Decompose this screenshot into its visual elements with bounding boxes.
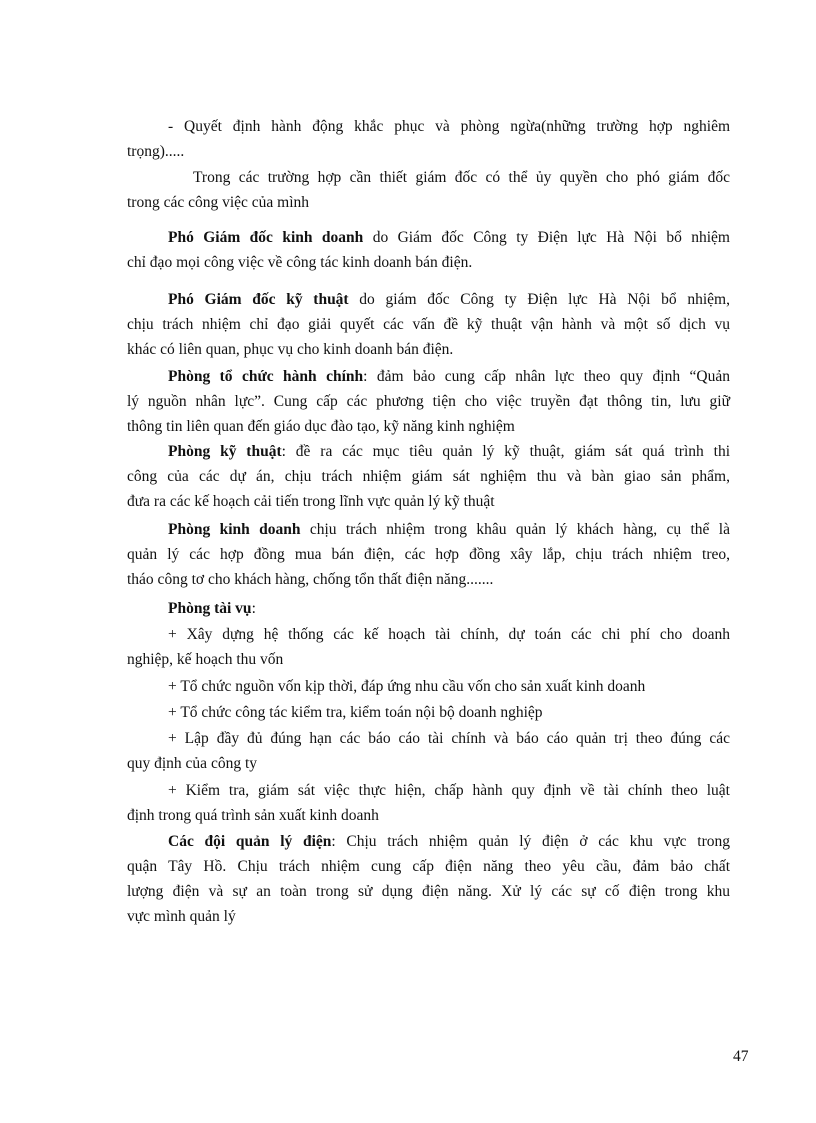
line: khác có liên quan, phục vụ cho kinh doanh bán điện.	[127, 341, 454, 358]
paragraph-finance-dept	[168, 596, 730, 621]
finance-item-4	[168, 726, 730, 751]
paragraph-technical-dept	[168, 439, 730, 464]
line: Phòng kỹ thuật: đề ra các mục tiêu quản lý kỹ thuật, giám sát quá trình thi	[168, 443, 730, 460]
line: chịu trách nhiệm chỉ đạo giải quyết các vấn đề kỹ thuật vận hành và một số dịch vụ	[127, 316, 730, 333]
paragraph-decision	[168, 114, 730, 139]
line: công của các dự án, chịu trách nhiệm giám sát nghiệm thu và bàn giao sản phẩm,	[127, 468, 730, 485]
line: đưa ra các kế hoạch cải tiến trong lĩnh vực quản lý kỹ thuật	[127, 493, 495, 510]
line: Phòng tài vụ:	[168, 600, 256, 617]
line: thông tin liên quan đến giáo dục đào tạo, kỹ năng kinh nghiệm	[127, 418, 515, 435]
page-number: 47	[733, 1048, 749, 1065]
line: + Kiểm tra, giám sát việc thực hiện, chấp hành quy định về tài chính theo luật	[168, 782, 730, 799]
line: nghiệp, kế hoạch thu vốn	[127, 651, 284, 668]
line: quản lý các hợp đồng mua bán điện, các hợp đồng xây lắp, chịu trách nhiệm treo,	[127, 546, 730, 563]
line: định trong quá trình sản xuất kinh doanh	[127, 807, 379, 824]
line: + Tổ chức nguồn vốn kịp thời, đáp ứng nhu cầu vốn cho sản xuất kinh doanh	[168, 678, 646, 695]
line: - Quyết định hành động khắc phục và phòng ngừa(những trường hợp nghiêm	[168, 118, 730, 135]
line: lượng điện và sự an toàn trong sử dụng điện năng. Xử lý các sự cố điện trong khu	[127, 883, 730, 900]
paragraph-power-teams-cont	[127, 854, 730, 929]
paragraph-delegation-cont	[127, 190, 730, 215]
paragraph-admin-dept	[168, 364, 730, 389]
heading-deputy-technical: Phó Giám đốc kỹ thuật	[168, 291, 349, 308]
heading-admin-dept: Phòng tổ chức hành chính	[168, 368, 364, 385]
heading-power-teams: Các đội quản lý điện	[168, 833, 332, 850]
paragraph-deputy-technical	[168, 287, 730, 312]
line: chỉ đạo mọi công việc về công tác kinh doanh bán điện.	[127, 254, 473, 271]
heading-business-dept: Phòng kinh doanh	[168, 521, 301, 538]
finance-item-1	[168, 622, 730, 647]
line: tháo công tơ cho khách hàng, chống tổn thất điện năng.......	[127, 571, 494, 588]
line: vực mình quản lý	[127, 908, 236, 925]
finance-item-3	[168, 700, 730, 725]
line: trọng).....	[127, 143, 185, 160]
line: + Tổ chức công tác kiểm tra, kiểm toán nội bộ doanh nghiệp	[168, 704, 543, 721]
paragraph-business-dept-cont	[127, 542, 730, 592]
line: quận Tây Hồ. Chịu trách nhiệm cung cấp điện năng theo yêu cầu, đảm bảo chất	[127, 858, 730, 875]
line: + Lập đầy đủ đúng hạn các báo cáo tài chính và báo cáo quản trị theo đúng các	[168, 730, 730, 747]
paragraph-power-teams	[168, 829, 730, 854]
paragraph-deputy-business	[168, 225, 730, 250]
line: quy định của công ty	[127, 755, 258, 772]
paragraph-deputy-technical-cont	[127, 312, 730, 362]
line: Trong các trường hợp cần thiết giám đốc có thể ủy quyền cho phó giám đốc	[193, 169, 730, 186]
line: + Xây dựng hệ thống các kế hoạch tài chính, dự toán các chi phí cho doanh	[168, 626, 730, 643]
paragraph-business-dept	[168, 517, 730, 542]
heading-deputy-business: Phó Giám đốc kinh doanh	[168, 229, 364, 246]
finance-item-1-cont	[127, 647, 730, 672]
finance-item-2	[168, 674, 730, 699]
paragraph-deputy-business-cont	[127, 250, 730, 275]
line: Phó Giám đốc kinh doanh do Giám đốc Công ty Điện lực Hà Nội bổ nhiệm	[168, 229, 730, 246]
line: Phòng kinh doanh chịu trách nhiệm trong khâu quản lý khách hàng, cụ thể là	[168, 521, 730, 538]
paragraph-technical-dept-cont	[127, 464, 730, 514]
finance-item-5	[168, 778, 730, 803]
paragraph-delegation	[193, 165, 730, 190]
line: Các đội quản lý điện: Chịu trách nhiệm quản lý điện ở các khu vực trong	[168, 833, 730, 850]
paragraph-admin-dept-cont	[127, 389, 730, 439]
line: lý nguồn nhân lực”. Cung cấp các phương tiện cho việc truyền đạt thông tin, lưu giữ	[127, 393, 730, 410]
finance-item-4-cont	[127, 751, 730, 776]
line: Phó Giám đốc kỹ thuật do giám đốc Công ty Điện lực Hà Nội bổ nhiệm,	[168, 291, 730, 308]
paragraph-decision-cont	[127, 139, 730, 164]
line: trong các công việc của mình	[127, 194, 310, 211]
heading-finance-dept: Phòng tài vụ	[168, 600, 252, 617]
line: Phòng tổ chức hành chính: đảm bảo cung cấp nhân lực theo quy định “Quản	[168, 368, 730, 385]
heading-technical-dept: Phòng kỹ thuật	[168, 443, 282, 460]
finance-item-5-cont	[127, 803, 730, 828]
